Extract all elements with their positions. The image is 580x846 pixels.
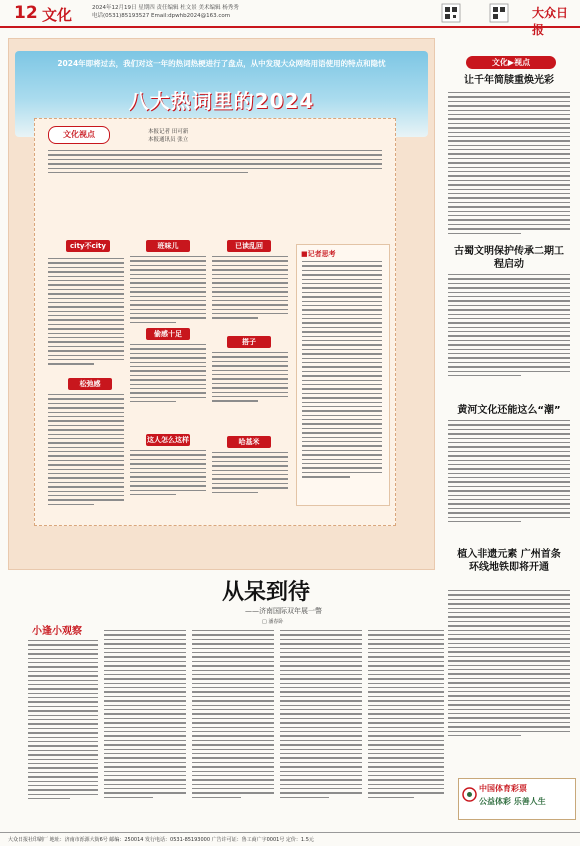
header-info-line2: 电话(0531)85193527 Email:dpwhb2024@163.com — [92, 13, 231, 19]
feature-intro — [48, 150, 382, 173]
keyword-tag: 搭子 — [227, 336, 271, 348]
section-title: 文化 — [42, 6, 73, 24]
keyword-tag: city不city — [66, 240, 110, 252]
right-headline-2: 古蜀文明保护传承二期工程启动 — [454, 246, 564, 270]
keyword-tag: 松弛感 — [68, 378, 112, 390]
lottery-logo-icon — [462, 787, 477, 802]
feature-badge: 文化视点 — [48, 126, 110, 144]
reporter-note-text — [302, 261, 382, 478]
page-header — [0, 0, 580, 37]
right-article-2 — [448, 274, 570, 376]
lower-column-1 — [28, 640, 98, 799]
ad-title: 中国体育彩票 — [479, 784, 527, 793]
right-headline-3: 黄河文化还能这么“潮” — [457, 405, 561, 416]
feature-column-2b — [130, 344, 206, 402]
feature-column-2 — [130, 256, 206, 323]
right-article-1 — [448, 92, 570, 234]
reporter-note-title: ■记者思考 — [301, 250, 336, 258]
right-headline-4: 植入非遗元素 广州首条环线地铁即将开通 — [457, 549, 561, 573]
keyword-tag: 偷感十足 — [146, 328, 190, 340]
feature-column-2c — [130, 450, 206, 495]
masthead-name: 大众日报 — [532, 6, 569, 37]
ad-slogan: 公益体彩 乐善人生 — [479, 797, 546, 806]
keyword-tag: 哈基米 — [227, 436, 271, 448]
feature-column-3b — [212, 352, 288, 402]
keyword-tag: 已读乱回 — [227, 240, 271, 252]
column-badge: 小逢小观察 — [32, 626, 82, 637]
feature-column-1b — [48, 394, 124, 505]
lower-column-4 — [280, 630, 362, 798]
lower-article-title: 从呆到待 — [222, 580, 311, 605]
right-column-tag: 文化▶视点 — [466, 56, 556, 69]
lottery-ad — [458, 778, 576, 820]
feature-byline: 本报记者 田可新 本报通讯员 张立 — [148, 129, 189, 143]
feature-column-1 — [48, 258, 124, 365]
right-headline-1: 让千年简牍重焕光彩 — [464, 75, 554, 86]
right-article-3 — [448, 420, 570, 522]
masthead-logo — [440, 2, 576, 37]
page-number: 12 — [14, 3, 38, 23]
feature-column-3c — [212, 452, 288, 493]
keyword-tag: 这人怎么这样 — [147, 436, 189, 444]
lower-column-5 — [368, 630, 444, 798]
feature-column-3 — [212, 256, 288, 319]
lower-article-subtitle: ——济南国际双年展一瞥 — [245, 607, 322, 615]
lower-column-3 — [192, 630, 274, 798]
reporter-note-box — [296, 244, 390, 506]
page-footer: 大众日报社印刷厂 地址：济南市泺源大街6号 邮编：250014 发行电话：0531-85193000 广告许可证：鲁工商广字0001号 定价：1.5元 — [0, 832, 580, 846]
right-article-4 — [448, 590, 570, 736]
keyword-tag: 班味儿 — [146, 240, 190, 252]
lower-article-byline: □ 潘春卧 — [262, 619, 284, 625]
lower-column-2 — [104, 630, 186, 798]
header-info — [92, 4, 332, 20]
header-info-line1: 2024年12月19日 星期四 责任编辑 杜文景 美术编辑 杨秀秀 — [92, 5, 239, 11]
feature-title: 八大热词里的2024 — [128, 89, 315, 113]
feature-lead: 2024年即将过去，我们对这一年的热词热梗进行了盘点，从中发现大众网络用语使用的特点和隐忧 — [57, 59, 386, 68]
